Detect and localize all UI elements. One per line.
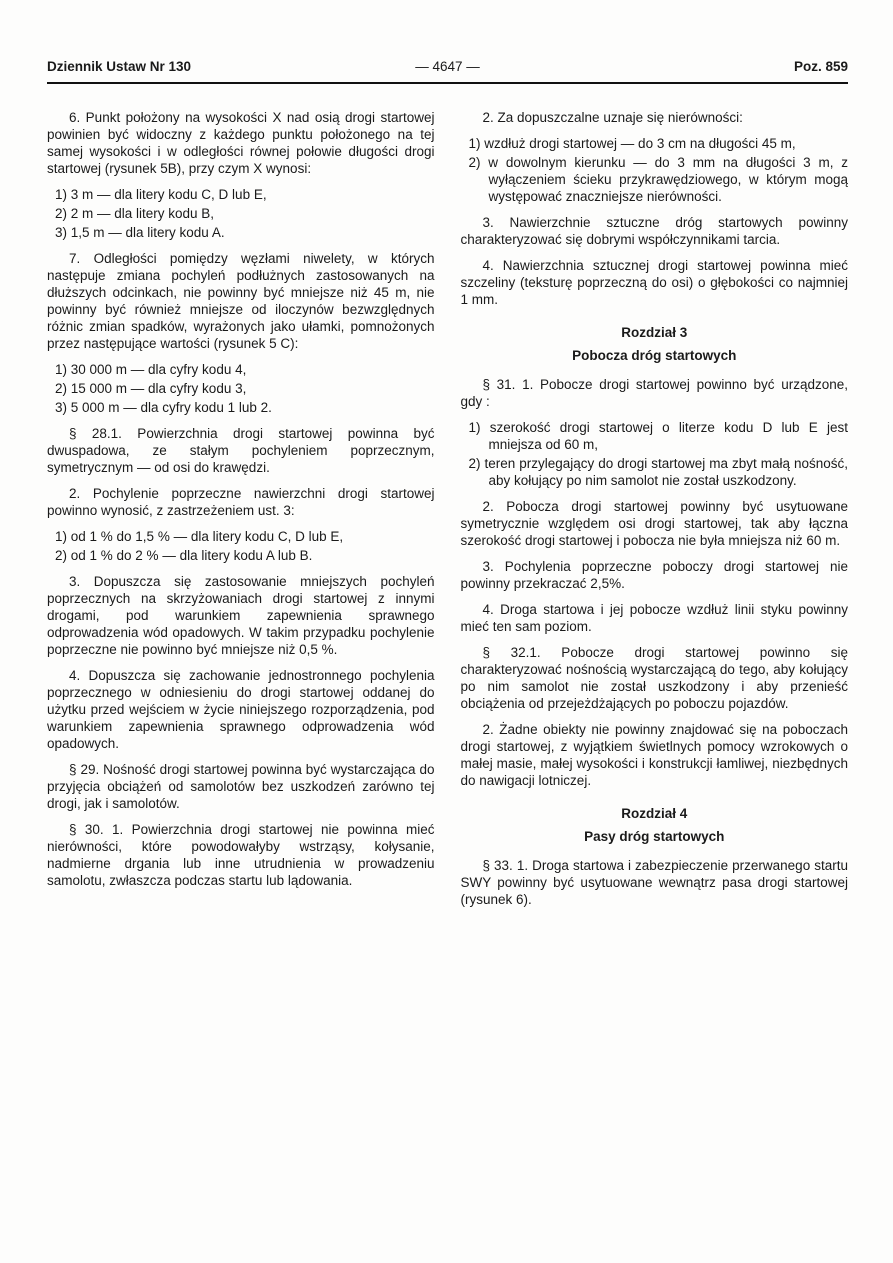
paragraph: § 31. 1. Pobocze drogi startowej powinno być urządzone, gdy :: [460, 377, 848, 409]
list-item: 2) teren przylegający do drogi startowej ma zbyt małą nośność, aby kołujący po nim samolot nie został uszkodzony.: [468, 456, 848, 488]
list-item: 3) 1,5 m — dla litery kodu A.: [55, 225, 225, 240]
paragraph: 4. Nawierzchnia sztucznej drogi startowej powinna mieć szczeliny (teksturę poprzeczną do osi) o głębokości co najmniej 1 mm.: [460, 258, 848, 307]
list-item: 2) od 1 % do 2 % — dla litery kodu A lub B.: [55, 548, 313, 563]
section-title: Pobocza dróg startowych: [572, 348, 737, 363]
paragraph: 4. Dopuszcza się zachowanie jednostronnego pochylenia poprzecznego w odniesieniu do drogi startowej oddanej do użytku przed wejściem w życie niniejszego rozporządzenia, pod warunkiem zapewnienia sprawnego odprowadzenia wód opadowych.: [47, 668, 435, 751]
paragraph: § 33. 1. Droga startowa i zabezpieczenie przerwanego startu SWY powinny być usytuowane wewnątrz pasa drogi startowej (rysunek 6).: [460, 858, 848, 907]
paragraph: 3. Nawierzchnie sztuczne dróg startowych powinny charakteryzować się dobrymi współczynnikami tarcia.: [460, 215, 848, 247]
paragraph: 2. Żadne obiekty nie powinny znajdować się na poboczach drogi startowej, z wyjątkiem świetlnych pomocy wzrokowych o małej masie, małej wysokości i konstrukcji łamliwej, niezbędnych do nawigacji lotniczej.: [460, 722, 848, 788]
journal-title: Dziennik Ustaw Nr 130: [47, 59, 192, 74]
paragraph: § 28.1. Powierzchnia drogi startowej powinna być dwuspadowa, ze stałym pochyleniem poprzecznym, symetrycznym — od osi do krawędzi.: [47, 426, 435, 475]
paragraph: 4. Droga startowa i jej pobocze wzdłuż linii styku powinny mieć ten sam poziom.: [460, 602, 848, 634]
list-item: 1) 30 000 m — dla cyfry kodu 4,: [55, 362, 247, 377]
list-item: 1) wzdłuż drogi startowej — do 3 cm na długości 45 m,: [468, 136, 796, 151]
section-title: Pasy dróg startowych: [584, 829, 725, 844]
header-divider: [47, 82, 848, 84]
column-left: [47, 100, 435, 917]
paragraph: 2. Pobocza drogi startowej powinny być usytuowane symetrycznie względem osi drogi startowej, tak aby łączna szerokość drogi startowej i pobocza nie była mniejsza niż 60 m.: [460, 499, 848, 548]
list-item: 2) 2 m — dla litery kodu B,: [55, 206, 215, 221]
paragraph: 3. Dopuszcza się zastosowanie mniejszych pochyleń poprzecznych na skrzyżowaniach drogi startowej z innymi drogami, pod warunkiem zapewnienia sprawnego odprowadzenia wód opadowych. W takim przypadku pochylenie poprzeczne nie powinno być mniejsze niż 0,5 %.: [47, 574, 435, 657]
text-columns: [47, 100, 848, 917]
paragraph: 3. Pochylenia poprzeczne poboczy drogi startowej nie powinny przekraczać 2,5%.: [460, 559, 848, 591]
page-header: [47, 58, 848, 75]
paragraph: 2. Pochylenie poprzeczne nawierzchni drogi startowej powinno wynosić, z zastrzeżeniem ust. 3:: [47, 486, 435, 518]
list-item: 3) 5 000 m — dla cyfry kodu 1 lub 2.: [55, 400, 272, 415]
list-item: 2) 15 000 m — dla cyfry kodu 3,: [55, 381, 247, 396]
column-right: [461, 100, 849, 917]
list-item: 1) szerokość drogi startowej o literze kodu D lub E jest mniejsza od 60 m,: [468, 420, 848, 452]
paragraph: § 29. Nośność drogi startowej powinna być wystarczająca do przyjęcia obciążeń od samolotów bez uszkodzeń zarówno tej drogi, jak i samolotów.: [47, 762, 435, 811]
paragraph: § 30. 1. Powierzchnia drogi startowej nie powinna mieć nierówności, które powodowałyby wstrząsy, kołysanie, nadmierne drgania lub inne utrudnienia w prowadzeniu samolotu, zwłaszcza podczas startu lub lądowania.: [47, 822, 435, 888]
list-item: 1) 3 m — dla litery kodu C, D lub E,: [55, 187, 267, 202]
chapter-heading: Rozdział 3: [621, 325, 688, 340]
position-number: Poz. 859: [793, 59, 848, 74]
list-item: 1) od 1 % do 1,5 % — dla litery kodu C, D lub E,: [55, 529, 344, 544]
paragraph: 6. Punkt położony na wysokości X nad osią drogi startowej powinien być widoczny z każdego punktu położonego na tej samej wysokości i w odległości równej połowie długości drogi startowej (rysunek 5B), przy czym X wynosi:: [47, 110, 435, 176]
paragraph: 7. Odległości pomiędzy węzłami niwelety, w których następuje zmiana pochyleń podłużnych zastosowanych na dłuższych odcinkach, nie powinny być mniejsze niż 45 m, nie powinny być również mniejsze od iloczynów bezwzględnych różnic zmian spadków, wyrażonych jako ułamki, pomnożonych przez następujące wartości (rysunek 5 C):: [47, 251, 435, 351]
paragraph: § 32.1. Pobocze drogi startowej powinno się charakteryzować nośnością wystarczającą do tego, aby kołujący po nim samolot nie został uszkodzony i aby przenieść obciążenia od przejeżdżających po poboczu pojazdów.: [460, 645, 848, 711]
paragraph: 2. Za dopuszczalne uznaje się nierówności:: [482, 110, 743, 125]
chapter-heading: Rozdział 4: [621, 806, 688, 821]
page-number: — 4647 —: [415, 59, 480, 74]
list-item: 2) w dowolnym kierunku — do 3 mm na długości 3 m, z wyłączeniem ścieku przykrawędziowego, w którym mogą występować znaczniejsze nierówności.: [468, 155, 848, 204]
